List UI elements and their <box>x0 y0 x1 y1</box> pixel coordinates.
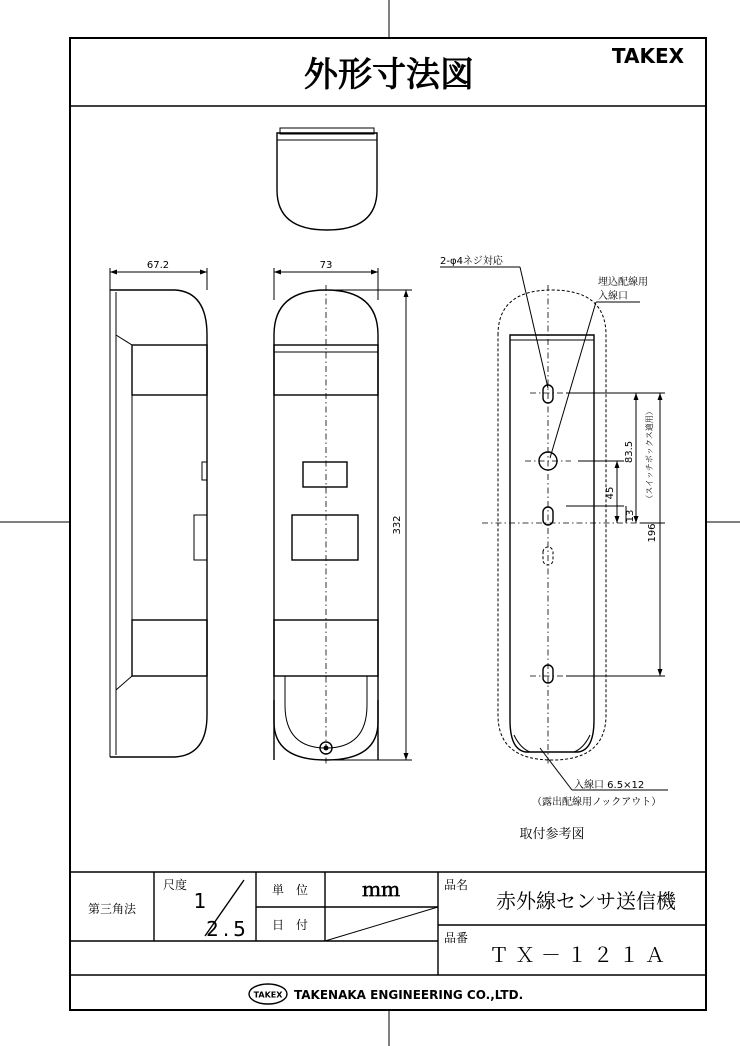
front-width-label: 73 <box>319 260 333 271</box>
date-label: 日 付 <box>271 918 309 932</box>
product-number: ＴＸ－１２１Ａ <box>489 943 671 967</box>
projection-method: 第三角法 <box>87 902 137 916</box>
height-label: 332 <box>392 515 403 535</box>
dim-196-label: 196 <box>647 523 658 543</box>
brand-logo: TAKEX <box>611 44 685 68</box>
top-view <box>277 128 377 230</box>
mounting-view <box>482 285 640 765</box>
product-name-label: 品名 <box>444 878 469 892</box>
dim-83-5-label: 83.5 <box>624 440 635 464</box>
scale-label: 尺度 <box>163 878 188 892</box>
mounting-dimensions <box>566 393 665 676</box>
dim-13-label: 13 <box>625 509 636 523</box>
mount-reference-caption: 取付参考図 <box>519 827 585 842</box>
unit-label: 単 位 <box>271 883 309 897</box>
side-width-label: 67.2 <box>146 260 170 271</box>
product-no-label: 品番 <box>444 931 469 945</box>
knockout-note: （露出配線用ノックアウト） <box>532 797 662 808</box>
switch-box-note: （スイッチボックス適用） <box>645 407 654 503</box>
product-name: 赤外線センサ送信機 <box>496 889 676 913</box>
side-view <box>110 290 207 757</box>
inlet-label-2: 入線口 <box>598 291 628 302</box>
page-title: 外形寸法図 <box>304 55 474 95</box>
footer <box>249 984 523 1004</box>
sheet-border <box>70 38 706 1010</box>
scale-numerator: 1 <box>193 889 207 913</box>
front-view <box>274 285 378 765</box>
unit-value: ｍｍ <box>361 879 401 901</box>
screw-note: 2-φ4ネジ対応 <box>440 256 503 267</box>
inlet-size-note: 入線口 6.5×12 <box>574 780 645 791</box>
dimension-side-width <box>110 260 207 290</box>
inlet-label-1: 埋込配線用 <box>598 277 648 288</box>
dimension-height <box>330 290 412 760</box>
mounting-notes <box>440 254 668 842</box>
dim-45-label: 45 <box>605 486 616 500</box>
company-name: TAKENAKA ENGINEERING CO.,LTD. <box>294 988 524 1002</box>
footer-logo-text: TAKEX <box>253 990 283 1000</box>
scale-denominator: 2.5 <box>206 917 250 941</box>
